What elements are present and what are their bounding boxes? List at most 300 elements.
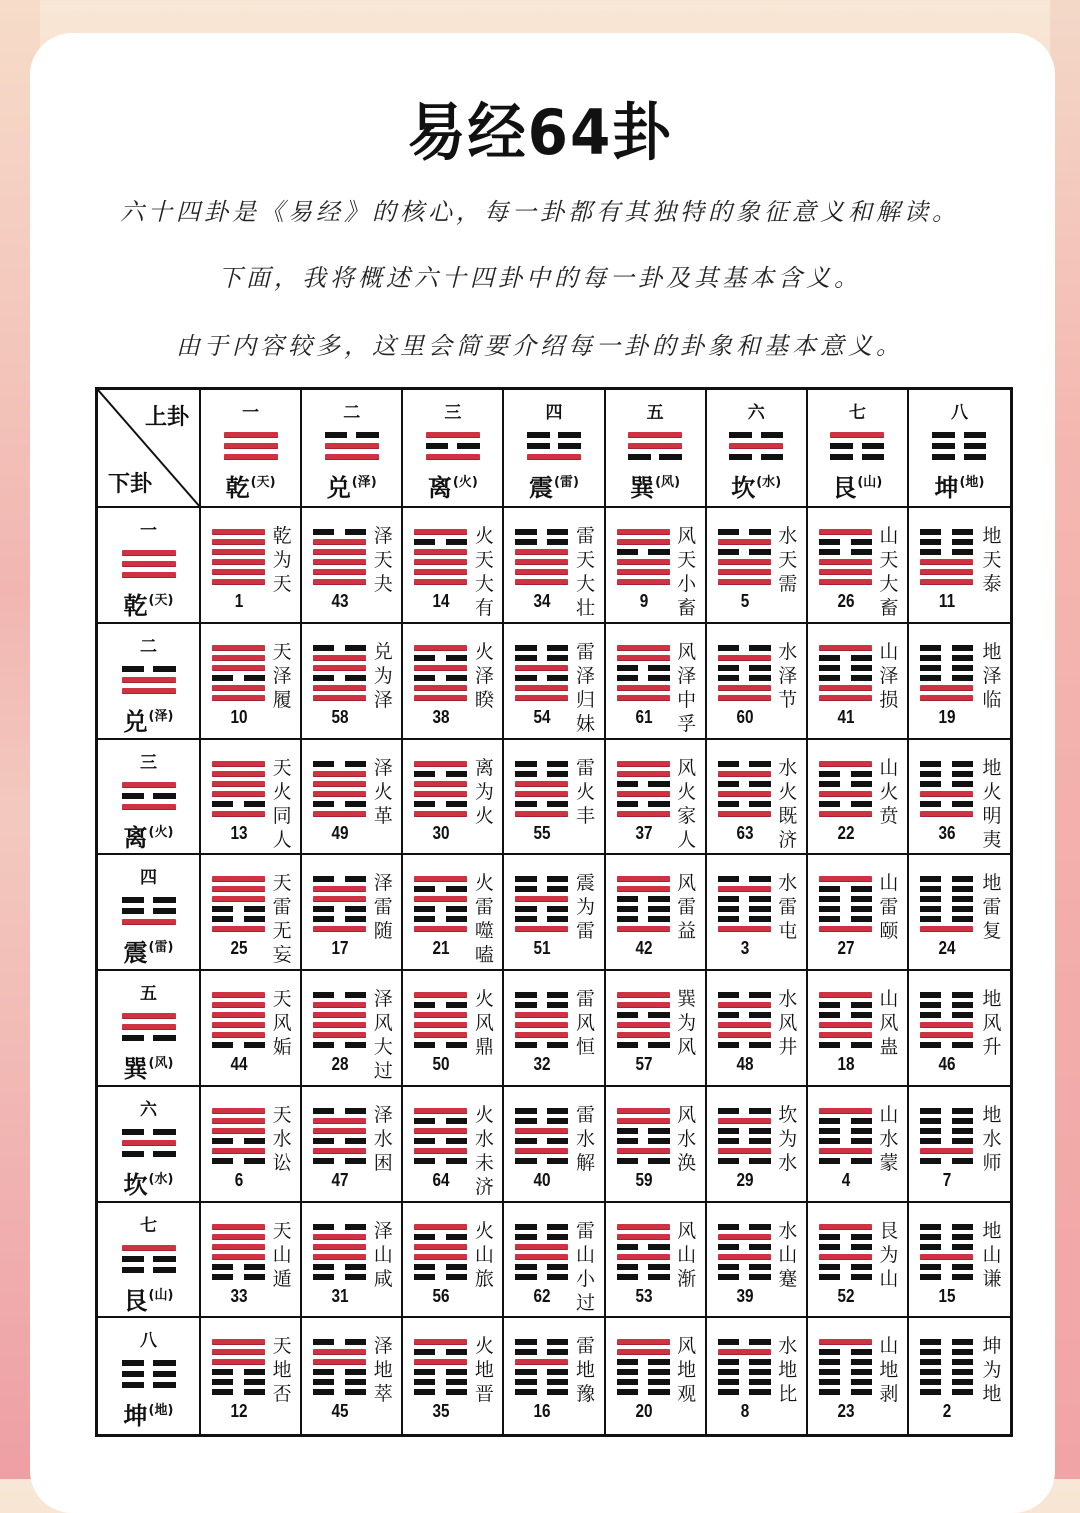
- hexagram-number: 35: [432, 1401, 450, 1422]
- yin-line-icon: [617, 665, 670, 671]
- yin-line-icon: [920, 549, 973, 555]
- yin-line-icon: [617, 1369, 670, 1375]
- yang-line-icon: [819, 579, 872, 585]
- yin-line-icon: [515, 529, 568, 535]
- hexagram-symbol-icon: [313, 1108, 366, 1164]
- yang-line-icon: [414, 1254, 467, 1260]
- yin-line-icon: [819, 655, 872, 661]
- hexagram-number: 15: [938, 1285, 956, 1306]
- yang-line-icon: [718, 1002, 771, 1008]
- yang-line-icon: [212, 1012, 265, 1018]
- hexagram-name-char: 雷: [575, 756, 595, 779]
- yin-line-icon: [819, 1379, 872, 1385]
- hexagram-number: 20: [634, 1401, 653, 1422]
- hexagram-number: 23: [837, 1401, 855, 1422]
- hexagram-name-char: 雷: [982, 896, 1002, 919]
- yin-line-icon: [819, 1264, 872, 1270]
- hexagram-symbol-icon: [718, 1224, 771, 1280]
- yang-line-icon: [414, 1359, 467, 1365]
- hexagram-cell: [403, 1087, 504, 1203]
- hexagram-name-char: 风: [677, 1103, 697, 1126]
- hexagram-name-char: 泽: [879, 664, 899, 687]
- yin-line-icon: [515, 1224, 568, 1230]
- hexagram-symbol-icon: [920, 761, 973, 817]
- yang-line-icon: [515, 549, 568, 555]
- hexagram-name-char: 泰: [982, 573, 1002, 595]
- yang-line-icon: [920, 685, 973, 691]
- yin-line-icon: [920, 761, 973, 767]
- hexagram-name: [675, 1103, 699, 1175]
- yin-line-icon: [313, 1138, 366, 1144]
- hexagram-symbol-icon: [617, 876, 670, 932]
- yin-line-icon: [313, 529, 366, 535]
- yin-line-icon: [628, 454, 682, 460]
- yang-line-icon: [527, 454, 581, 460]
- hexagram-cell: [909, 1318, 1010, 1434]
- yang-line-icon: [414, 1022, 467, 1028]
- yin-line-icon: [617, 1359, 670, 1365]
- hexagram-name-char: 风: [272, 1012, 292, 1034]
- yang-line-icon: [515, 1012, 568, 1018]
- intro-line-3: 由于内容较多，这里会简要介绍每一卦的卦象和基本意义。: [176, 332, 904, 360]
- yin-line-icon: [313, 761, 366, 767]
- hexagram-cell: [201, 1087, 302, 1203]
- yin-line-icon: [920, 1128, 973, 1134]
- yin-line-icon: [122, 897, 176, 903]
- upper-trigram-label: 上卦: [144, 405, 189, 430]
- yang-line-icon: [920, 926, 973, 932]
- trigram-char: 乾: [123, 592, 148, 620]
- hexagram-cell: [808, 508, 909, 624]
- hexagram-name-char: 无: [272, 920, 292, 943]
- hexagram-name: [574, 1334, 598, 1406]
- yang-line-icon: [617, 1339, 670, 1345]
- hexagram-cell: [201, 624, 302, 740]
- hexagram-name: [270, 1334, 294, 1406]
- column-header-0: [201, 390, 302, 508]
- yin-line-icon: [920, 992, 973, 998]
- yang-line-icon: [617, 685, 670, 691]
- hexagram-name-char: 火: [474, 988, 494, 1010]
- yang-line-icon: [617, 569, 670, 575]
- hexagram-name-char: 火: [272, 780, 292, 803]
- hexagram-cell: [403, 971, 504, 1087]
- hexagram-number: 51: [533, 938, 551, 959]
- yang-line-icon: [313, 1234, 366, 1240]
- yin-line-icon: [819, 916, 872, 922]
- hexagram-number: 59: [634, 1169, 653, 1190]
- yang-line-icon: [617, 1349, 670, 1355]
- trigram-symbol-icon: [122, 666, 176, 694]
- hexagram-name-char: 豫: [575, 1383, 595, 1406]
- hexagram-name-char: 大: [474, 573, 494, 595]
- hexagram-cell: [201, 1203, 302, 1319]
- trigram-char: 乾: [225, 474, 250, 502]
- yang-line-icon: [819, 761, 872, 767]
- trigram-name: [731, 468, 781, 503]
- hexagram-name-char: 晋: [474, 1383, 494, 1406]
- yang-line-icon: [212, 926, 265, 932]
- hexagram-name: [877, 871, 901, 943]
- column-header-6: [808, 390, 909, 508]
- hexagram-name: [776, 1219, 800, 1291]
- yang-line-icon: [920, 1022, 973, 1028]
- hexagram-symbol-icon: [414, 645, 467, 701]
- yang-line-icon: [426, 432, 480, 438]
- hexagram-cell: [707, 740, 808, 856]
- trigram-index: 六: [747, 403, 765, 423]
- yin-line-icon: [920, 1389, 973, 1395]
- hexagram-name-char: 风: [677, 756, 697, 779]
- yang-line-icon: [313, 926, 366, 932]
- yin-line-icon: [515, 906, 568, 912]
- hexagram-name-char: 明: [982, 804, 1002, 827]
- yin-line-icon: [122, 666, 176, 672]
- yin-line-icon: [515, 771, 568, 777]
- trigram-index: 八: [140, 1331, 157, 1352]
- yang-line-icon: [718, 1022, 771, 1028]
- yang-line-icon: [313, 896, 366, 902]
- hexagram-name: [877, 524, 901, 620]
- trigram-symbol-icon: [426, 432, 480, 460]
- hexagram-name-char: 地: [982, 988, 1002, 1010]
- yang-line-icon: [212, 886, 265, 892]
- yin-line-icon: [920, 906, 973, 912]
- yin-line-icon: [729, 432, 783, 438]
- trigram-name: [124, 1165, 174, 1200]
- yang-line-icon: [628, 432, 682, 438]
- trigram-name: [124, 933, 174, 968]
- trigram-index: 七: [140, 1215, 157, 1236]
- yang-line-icon: [122, 1024, 176, 1030]
- hexagram-name: [270, 756, 294, 852]
- trigram-name: [124, 818, 174, 853]
- yin-line-icon: [920, 539, 973, 545]
- hexagram-cell: [606, 1318, 707, 1434]
- hexagram-name-char: 火: [474, 872, 494, 895]
- trigram-name: [124, 702, 174, 737]
- yang-line-icon: [313, 1022, 366, 1028]
- trigram-image: (天): [148, 593, 174, 608]
- yang-line-icon: [819, 926, 872, 932]
- hexagram-name: [776, 1103, 800, 1175]
- trigram-char: 艮: [123, 1286, 148, 1315]
- hexagram-number: 48: [736, 1054, 754, 1074]
- trigram-symbol-icon: [122, 1245, 176, 1273]
- hexagram-name-char: 雷: [575, 525, 595, 547]
- yin-line-icon: [920, 876, 973, 882]
- hexagram-name-char: 泽: [373, 688, 393, 711]
- hexagram-symbol-icon: [819, 761, 872, 817]
- yin-line-icon: [819, 771, 872, 777]
- hexagram-number: 11: [938, 591, 955, 611]
- hexagram-symbol-icon: [313, 761, 366, 817]
- trigram-image-text: 雷: [154, 940, 168, 956]
- hexagram-cell: [403, 1203, 504, 1319]
- hexagram-name-char: 地: [879, 1359, 899, 1382]
- yin-line-icon: [920, 886, 973, 892]
- hexagram-number: 32: [533, 1054, 551, 1074]
- yang-line-icon: [414, 1108, 467, 1114]
- yin-line-icon: [313, 1369, 366, 1375]
- yin-line-icon: [819, 1349, 872, 1355]
- trigram-image: (山): [148, 1287, 174, 1303]
- yin-line-icon: [515, 1274, 568, 1280]
- hexagram-cell: [403, 508, 504, 624]
- yang-line-icon: [718, 886, 771, 892]
- hexagram-cell: [707, 1318, 808, 1434]
- hexagram-number: 34: [533, 591, 551, 611]
- hexagram-name-char: 火: [778, 780, 798, 803]
- trigram-index: 五: [646, 403, 664, 423]
- yang-line-icon: [718, 1349, 771, 1355]
- hexagram-number: 9: [639, 591, 648, 611]
- hexagram-name-char: 山: [373, 1243, 393, 1266]
- hexagram-symbol-icon: [819, 1339, 872, 1395]
- hexagram-cell: [808, 971, 909, 1087]
- yang-line-icon: [212, 1349, 265, 1355]
- hexagram-symbol-icon: [212, 529, 265, 585]
- hexagram-name: [980, 871, 1004, 943]
- hexagram-cell: [707, 1087, 808, 1203]
- hexagram-table: [95, 387, 1013, 1437]
- yin-line-icon: [819, 1369, 872, 1375]
- yang-line-icon: [212, 569, 265, 575]
- yin-line-icon: [718, 1012, 771, 1018]
- hexagram-cell: [201, 740, 302, 856]
- yang-line-icon: [426, 454, 480, 460]
- yang-line-icon: [313, 655, 366, 661]
- hexagram-name-char: 火: [474, 1219, 494, 1242]
- yang-line-icon: [617, 926, 670, 932]
- hexagram-number: 4: [841, 1169, 850, 1190]
- yang-line-icon: [819, 1032, 872, 1038]
- hexagram-symbol-icon: [718, 1339, 771, 1395]
- trigram-symbol-icon: [830, 432, 884, 460]
- yin-line-icon: [515, 539, 568, 545]
- hexagram-cell: [504, 624, 605, 740]
- yang-line-icon: [617, 791, 670, 797]
- yin-line-icon: [313, 906, 366, 912]
- hexagram-name-char: 山: [879, 640, 899, 663]
- hexagram-name-char: 履: [272, 688, 292, 711]
- hexagram-name-char: 坎: [778, 1103, 798, 1126]
- yang-line-icon: [718, 1234, 771, 1240]
- hexagram-symbol-icon: [920, 645, 973, 701]
- hexagram-number: 19: [938, 706, 956, 727]
- yang-line-icon: [122, 1140, 176, 1146]
- hexagram-name-char: 泽: [373, 1103, 393, 1126]
- hexagram-symbol-icon: [718, 645, 771, 701]
- yin-line-icon: [819, 1244, 872, 1250]
- yang-line-icon: [718, 811, 771, 817]
- yang-line-icon: [325, 454, 379, 460]
- yang-line-icon: [718, 926, 771, 932]
- hexagram-cell: [707, 855, 808, 971]
- hexagram-symbol-icon: [718, 876, 771, 932]
- hexagram-symbol-icon: [819, 529, 872, 585]
- yin-line-icon: [414, 539, 467, 545]
- hexagram-cell: [302, 508, 403, 624]
- hexagram-name-char: 离: [474, 756, 494, 779]
- hexagram-symbol-icon: [617, 1339, 670, 1395]
- yang-line-icon: [920, 695, 973, 701]
- hexagram-symbol-icon: [920, 1339, 973, 1395]
- yin-line-icon: [515, 655, 568, 661]
- hexagram-number: 37: [634, 822, 653, 843]
- yang-line-icon: [617, 1224, 670, 1230]
- hexagram-name-char: 水: [575, 1127, 595, 1150]
- trigram-image: (风): [655, 475, 681, 490]
- trigram-image: (风): [148, 1056, 174, 1071]
- yang-line-icon: [819, 992, 872, 998]
- yang-line-icon: [515, 781, 568, 787]
- yin-line-icon: [718, 1158, 771, 1164]
- yin-line-icon: [718, 1108, 771, 1114]
- hexagram-number: 12: [230, 1401, 248, 1422]
- hexagram-cell: [909, 624, 1010, 740]
- yang-line-icon: [830, 432, 884, 438]
- yang-line-icon: [414, 761, 467, 767]
- yang-line-icon: [414, 876, 467, 882]
- hexagram-cell: [606, 508, 707, 624]
- yin-line-icon: [122, 908, 176, 914]
- yang-line-icon: [212, 896, 265, 902]
- yin-line-icon: [212, 801, 265, 807]
- hexagram-cell: [504, 1203, 605, 1319]
- yin-line-icon: [515, 1118, 568, 1124]
- yin-line-icon: [414, 1138, 467, 1144]
- yang-line-icon: [122, 782, 176, 788]
- hexagram-name-char: 比: [778, 1383, 798, 1406]
- yang-line-icon: [313, 1128, 366, 1134]
- hexagram-symbol-icon: [414, 992, 467, 1048]
- yang-line-icon: [212, 685, 265, 691]
- yang-line-icon: [212, 529, 265, 535]
- yang-line-icon: [122, 919, 176, 925]
- yin-line-icon: [729, 454, 783, 460]
- hexagram-name-char: 人: [272, 828, 292, 851]
- hexagram-number: 44: [230, 1054, 248, 1074]
- yang-line-icon: [313, 1359, 366, 1365]
- hexagram-name: [270, 871, 294, 967]
- trigram-image: (地): [959, 475, 985, 490]
- yin-line-icon: [212, 1138, 265, 1144]
- yang-line-icon: [414, 549, 467, 555]
- hexagram-name-char: 观: [677, 1383, 697, 1406]
- yang-line-icon: [313, 549, 366, 555]
- trigram-image: (山): [857, 475, 883, 490]
- yang-line-icon: [122, 677, 176, 683]
- hexagram-name-char: 为: [272, 549, 292, 571]
- yin-line-icon: [718, 992, 771, 998]
- hexagram-cell: [606, 971, 707, 1087]
- yin-line-icon: [325, 432, 379, 438]
- yang-line-icon: [313, 886, 366, 892]
- yin-line-icon: [515, 1234, 568, 1240]
- yang-line-icon: [920, 811, 973, 817]
- yang-line-icon: [122, 572, 176, 578]
- hexagram-name: [574, 524, 598, 620]
- hexagram-symbol-icon: [414, 529, 467, 585]
- trigram-symbol-icon: [527, 432, 581, 460]
- yang-line-icon: [224, 454, 278, 460]
- yang-line-icon: [515, 1254, 568, 1260]
- hexagram-number: 41: [837, 706, 855, 727]
- trigram-name: [124, 1281, 174, 1316]
- hexagram-name-char: 需: [778, 573, 798, 595]
- hexagram-number: 52: [837, 1285, 855, 1306]
- yin-line-icon: [414, 655, 467, 661]
- yang-line-icon: [414, 811, 467, 817]
- yin-line-icon: [212, 675, 265, 681]
- yin-line-icon: [527, 443, 581, 449]
- hexagram-name: [574, 871, 598, 943]
- hexagram-name-char: 人: [677, 828, 697, 851]
- yang-line-icon: [313, 569, 366, 575]
- yang-line-icon: [515, 1128, 568, 1134]
- hexagram-name-char: 风: [474, 1012, 494, 1034]
- hexagram-cell: [504, 508, 605, 624]
- hexagram-name-char: 睽: [474, 688, 494, 711]
- hexagram-name-char: 山: [879, 756, 899, 779]
- hexagram-name-char: 恒: [575, 1036, 595, 1058]
- hexagram-name: [776, 524, 800, 596]
- trigram-image-text: 山: [863, 475, 877, 490]
- yang-line-icon: [819, 695, 872, 701]
- hexagram-name-char: 火: [474, 1335, 494, 1358]
- yang-line-icon: [313, 579, 366, 585]
- yang-line-icon: [617, 1002, 670, 1008]
- hexagram-symbol-icon: [819, 992, 872, 1048]
- hexagram-name-char: 妹: [575, 712, 595, 735]
- yang-line-icon: [414, 1032, 467, 1038]
- hexagram-symbol-icon: [920, 1108, 973, 1164]
- hexagram-name: [472, 756, 496, 828]
- hexagram-name: [574, 640, 598, 736]
- yin-line-icon: [313, 645, 366, 651]
- yang-line-icon: [718, 695, 771, 701]
- yang-line-icon: [515, 896, 568, 902]
- yang-line-icon: [212, 1032, 265, 1038]
- yin-line-icon: [932, 443, 986, 449]
- yang-line-icon: [313, 539, 366, 545]
- yin-line-icon: [122, 1382, 176, 1388]
- hexagram-cell: [808, 855, 909, 971]
- trigram-char: 离: [427, 474, 452, 502]
- yin-line-icon: [212, 1379, 265, 1385]
- hexagram-name-char: 小: [677, 573, 697, 595]
- intro-line-1: 六十四卦是《易经》的核心，每一卦都有其独特的象征意义和解读。: [120, 198, 960, 226]
- hexagram-cell: [909, 855, 1010, 971]
- trigram-char: 震: [528, 474, 553, 502]
- column-header-2: [403, 390, 504, 508]
- hexagram-name-char: 雷: [575, 920, 595, 943]
- yin-line-icon: [414, 906, 467, 912]
- yin-line-icon: [414, 1158, 467, 1164]
- hexagram-name: [472, 1219, 496, 1291]
- yang-line-icon: [414, 1012, 467, 1018]
- yang-line-icon: [212, 992, 265, 998]
- hexagram-symbol-icon: [515, 529, 568, 585]
- trigram-char: 坤: [934, 474, 959, 502]
- hexagram-cell: [504, 1318, 605, 1434]
- hexagram-symbol-icon: [920, 1224, 973, 1280]
- trigram-name: [226, 468, 276, 503]
- yang-line-icon: [515, 1022, 568, 1028]
- hexagram-name: [776, 1334, 800, 1406]
- yin-line-icon: [212, 1274, 265, 1280]
